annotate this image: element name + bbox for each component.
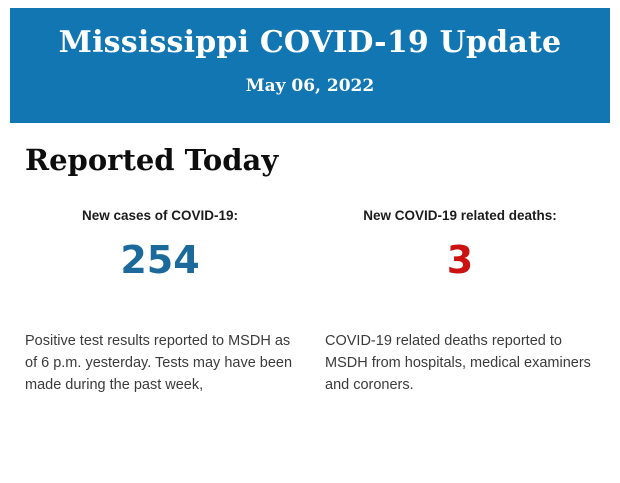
header-banner — [10, 8, 610, 123]
new-cases-description: Positive test results reported to MSDH as of 6 p.m. yesterday. Tests may have been made during the past week, — [25, 333, 293, 393]
stats-columns — [10, 178, 610, 396]
page-title: Mississippi COVID-19 Update — [58, 25, 562, 60]
section-heading-reported-today: Reported Today — [25, 143, 279, 177]
new-deaths-description: COVID-19 related deaths reported to MSDH from hospitals, medical examiners and coroners. — [325, 333, 591, 393]
new-deaths-label: New COVID-19 related deaths: — [363, 208, 557, 223]
stat-card-new-deaths — [310, 178, 610, 396]
new-deaths-value: 3 — [446, 238, 474, 282]
new-cases-value: 254 — [120, 238, 200, 282]
report-date: May 06, 2022 — [245, 76, 375, 96]
stat-card-new-cases — [10, 178, 310, 396]
new-cases-label: New cases of COVID-19: — [81, 208, 239, 223]
